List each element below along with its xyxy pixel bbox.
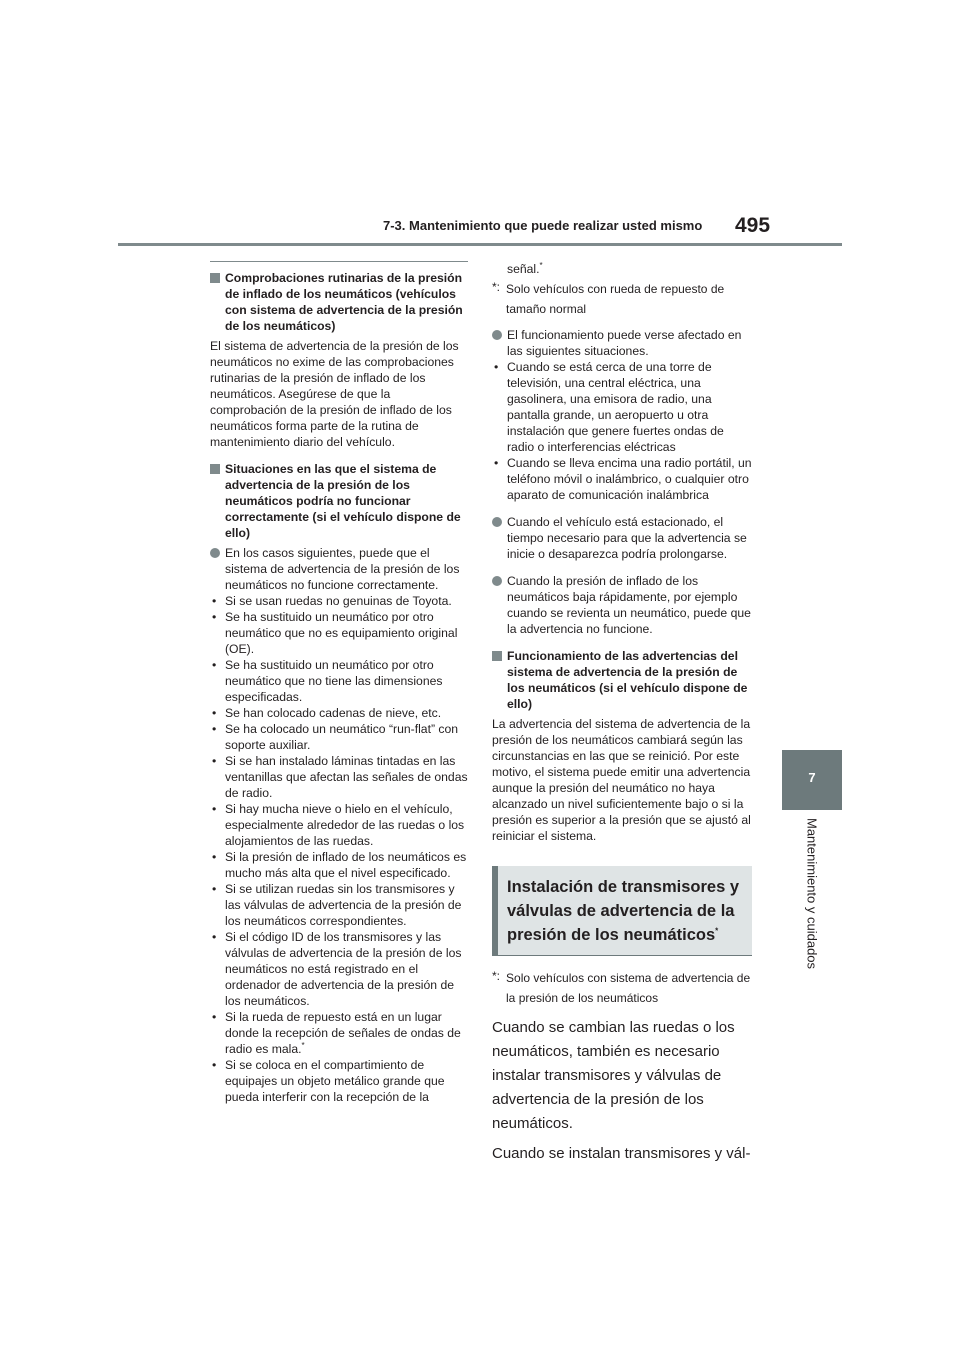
square-bullet-icon [210,273,220,283]
footnote-text: Solo vehículos con rueda de repuesto de tamaño normal [506,282,725,316]
subheading-malfunction-situations [210,461,468,541]
circle-paragraph [492,327,752,359]
bullet-list [210,593,468,1105]
header-rule [118,243,842,246]
section-title: Instalación de transmisores y válvulas de advertencia de la presión de los neumáticos* [507,878,740,944]
chapter-tab [782,750,842,810]
square-bullet-icon [210,464,220,474]
square-bullet-icon [492,651,502,661]
list-item: • Si hay mucha nieve o hielo en el vehículo, especialmente alrededor de las ruedas o los alojamientos de las ruedas. [212,802,465,848]
subheading-text: Situaciones en las que el sistema de advertencia de la presión de los neumáticos podría no funcionar correctamente (si el vehículo dispone de ello) [225,462,461,540]
paragraph: La advertencia del sistema de advertencia de la presión de los neumáticos cambiará según las circunstancias en las que se reinició. Por este motivo, el sistema puede emitir una advertencia aunque la presión del neumático no haya alcanzado un nivel suficientemente bajo o si la presión es superior a la presión que se ajustó al reiniciar el sistema. [492,717,751,843]
circle-paragraph-text: El funcionamiento puede verse afectado en las siguientes situaciones. [507,328,742,358]
section-heading-box [492,866,752,956]
section-underline [492,955,752,956]
page-number: 495 [735,214,771,237]
list-item: • Si se usan ruedas no genuinas de Toyota. [212,594,452,608]
list-item: • Si la presión de inflado de los neumáticos es mucho más alta que el nivel especificado. [212,850,467,880]
circle-paragraph-text: Cuando el vehículo está estacionado, el tiempo necesario para que la advertencia se inicie o desaparezca podría prolongarse. [507,515,747,561]
circle-paragraph-text: Cuando la presión de inflado de los neumáticos baja rápidamente, por ejemplo cuando se revienta un neumático, puede que la advertencia no funcione. [507,574,751,636]
circle-paragraph [492,514,752,562]
circle-bullet-icon [492,576,502,586]
running-header: 7-3. Mantenimiento que puede realizar usted mismo [383,218,703,233]
footnote-marker: * [301,1040,305,1050]
paragraph: El sistema de advertencia de la presión de los neumáticos no exime de las comprobaciones rutinarias de la presión de inflado de los neumáticos. Asegúrese de que la comprobación de la presión de inflado de los neumáticos forma parte de la rutina de mantenimiento diario del vehículo. [210,339,459,449]
footnote-mark: *: [492,969,501,983]
chapter-title: Mantenimiento y cuidados [804,818,820,970]
footnote-text: Solo vehículos con sistema de advertencia de la presión de los neumáticos [506,971,751,1005]
footnote-marker: * [539,260,543,270]
circle-paragraph-text: En los casos siguientes, puede que el sistema de advertencia de la presión de los neumáticos no funcione correctamente. [225,546,460,592]
list-item: • Si se coloca en el compartimiento de equipajes un objeto metálico grande que pueda interferir con la recepción de la [212,1058,445,1104]
footnote-mark: *: [492,280,501,294]
list-item: • Cuando se lleva encima una radio portátil, un teléfono móvil o inalámbrico, o cualquier otro aparato de comunicación inalámbrica [494,456,752,502]
right-column [492,261,752,1166]
subheading-text: Funcionamiento de las advertencias del sistema de advertencia de la presión de los neumáticos (si el vehículo dispone de ello) [507,649,748,711]
list-item: • Se han colocado cadenas de nieve, etc. [212,706,442,720]
body-paragraph: Cuando se cambian las ruedas o los neumáticos, también es necesario instalar transmisores y válvulas de advertencia de la presión de los neumáticos. [492,1019,735,1132]
list-item: • Si se han instalado láminas tintadas en las ventanillas que afectan las señales de ondas de radio. [212,754,468,800]
body-paragraph: Cuando se instalan transmisores y vál- [492,1145,751,1162]
subheading-routine-checks [210,270,468,334]
circle-bullet-icon [492,517,502,527]
circle-bullet-icon [492,330,502,340]
list-item: • Se ha sustituido un neumático por otro neumático que no tiene las dimensiones especificadas. [212,658,443,704]
left-column [210,261,468,1116]
bullet-list [492,359,752,503]
circle-paragraph [210,545,468,593]
subheading-text: Comprobaciones rutinarias de la presión de inflado de los neumáticos (vehículos con sistema de advertencia de la presión de los neumáticos) [225,271,463,333]
list-item: • Si el código ID de los transmisores y las válvulas de advertencia de la presión de los neumáticos no está registrado en el ordenador de advertencia de la presión de los neumáticos. [212,930,462,1008]
list-item: • Cuando se está cerca de una torre de televisión, una central eléctrica, una gasolinera, una emisora de radio, una pantalla grande, un aeropuerto u otra instalación que genere fuertes ondas de radio o interferencias eléctricas [494,360,724,454]
circle-bullet-icon [210,548,220,558]
chapter-number: 7 [808,770,816,785]
list-item: • Si la rueda de repuesto está en un lugar donde la recepción de señales de ondas de radio es mala.* [212,1010,461,1056]
list-item: • Si se utilizan ruedas sin los transmisores y las válvulas de advertencia de la presión de los neumáticos correspondientes. [212,882,462,928]
circle-paragraph [492,573,752,637]
list-item: • Se ha colocado un neumático “run-flat” con soporte auxiliar. [212,722,459,752]
list-item: • Se ha sustituido un neumático por otro neumático que no es equipamiento original (OE). [212,610,458,656]
continued-text: señal.* [507,260,543,276]
footnote-marker: * [715,926,719,936]
subheading-warning-operation [492,648,752,712]
section-accent-bar [492,866,498,956]
section-divider [210,261,468,262]
footnote [492,279,752,319]
footnote [492,968,752,1008]
